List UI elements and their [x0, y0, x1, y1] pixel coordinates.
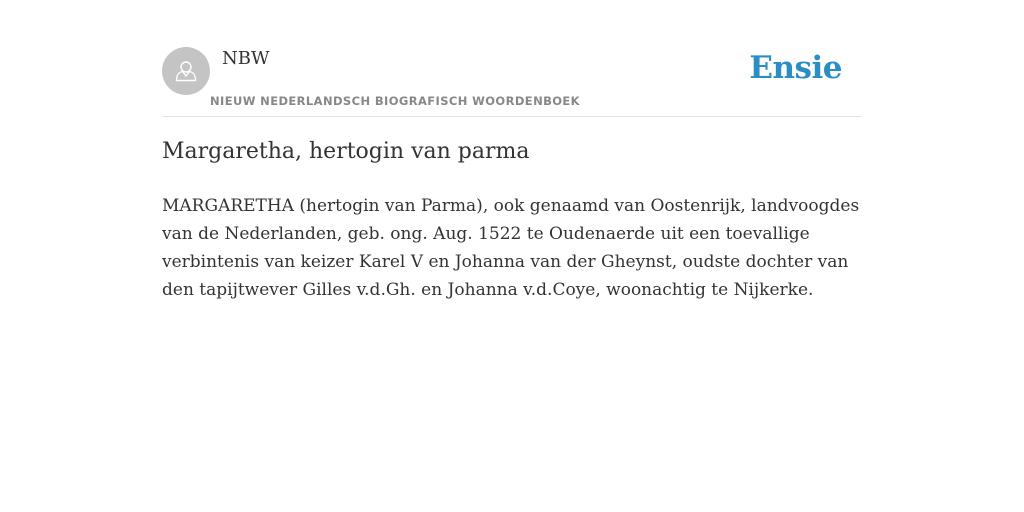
ensie-logo[interactable]: Ensie: [749, 50, 842, 86]
source-header: [162, 46, 862, 117]
source-name[interactable]: NBW: [222, 48, 270, 69]
article-title: Margaretha, hertogin van parma: [162, 139, 530, 164]
user-icon[interactable]: [162, 47, 210, 95]
source-subtitle: NIEUW NEDERLANDSCH BIOGRAFISCH WOORDENBOEK: [210, 94, 580, 108]
article-body: MARGARETHA (hertogin van Parma), ook genaamd van Oostenrijk, landvoogdes van de Nederlanden, geb. ong. Aug. 1522 te Oudenaerde uit een toevallige verbintenis van keizer Karel V en Johanna van der Gheynst, oudste dochter van den tapijtwever Gilles v.d.Gh. en Johanna v.d.Coye, woonachtig te Nijkerke.: [162, 196, 860, 300]
